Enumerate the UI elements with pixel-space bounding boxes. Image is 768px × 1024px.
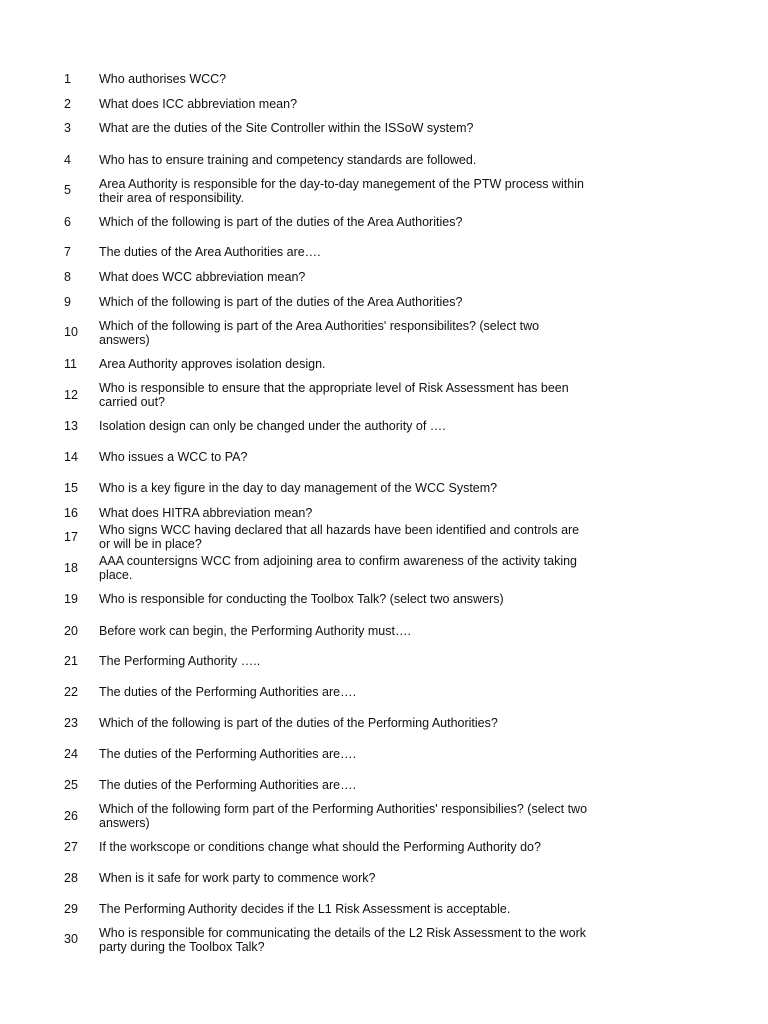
question-text: Isolation design can only be changed under the authority of ….: [99, 419, 446, 433]
question-number: 16: [64, 506, 78, 520]
question-number: 23: [64, 716, 78, 730]
question-number: 30: [64, 932, 78, 946]
question-text: The Performing Authority decides if the L1 Risk Assessment is acceptable.: [99, 902, 511, 916]
question-number: 12: [64, 388, 78, 402]
question-number: 28: [64, 871, 78, 885]
question-text: Area Authority approves isolation design.: [99, 357, 326, 371]
question-number: 19: [64, 592, 78, 606]
question-text: What does WCC abbreviation mean?: [99, 270, 306, 284]
question-number: 13: [64, 419, 78, 433]
question-number: 26: [64, 809, 78, 823]
question-number: 22: [64, 685, 78, 699]
question-text: The duties of the Performing Authorities are….: [99, 685, 357, 699]
question-text: Which of the following is part of the Area Authorities' responsibilites? (select two answers): [99, 319, 540, 347]
question-text: Who is responsible to ensure that the appropriate level of Risk Assessment has been carried out?: [99, 381, 569, 409]
question-text: Which of the following form part of the Performing Authorities' responsibilies? (select two answers): [99, 802, 588, 830]
question-number: 18: [64, 561, 78, 575]
question-text: The duties of the Performing Authorities are….: [99, 778, 357, 792]
question-number: 7: [64, 245, 71, 259]
question-number: 24: [64, 747, 78, 761]
question-number: 25: [64, 778, 78, 792]
question-text: Who issues a WCC to PA?: [99, 450, 248, 464]
question-text: What does HITRA abbreviation mean?: [99, 506, 313, 520]
question-text: AAA countersigns WCC from adjoining area to confirm awareness of the activity taking place.: [99, 554, 577, 582]
question-number: 14: [64, 450, 78, 464]
question-number: 15: [64, 481, 78, 495]
question-number: 3: [64, 121, 71, 135]
question-text: Which of the following is part of the duties of the Performing Authorities?: [99, 716, 498, 730]
question-number: 5: [64, 183, 71, 197]
question-number: 10: [64, 325, 78, 339]
question-text: Before work can begin, the Performing Authority must….: [99, 624, 411, 638]
question-number: 27: [64, 840, 78, 854]
question-number: 9: [64, 295, 71, 309]
question-text: Who is responsible for conducting the Toolbox Talk? (select two answers): [99, 592, 504, 606]
question-text: Who is a key figure in the day to day management of the WCC System?: [99, 481, 498, 495]
question-text: The Performing Authority …..: [99, 654, 261, 668]
question-text: The duties of the Performing Authorities are….: [99, 747, 357, 761]
question-text: Who authorises WCC?: [99, 72, 227, 86]
question-text: Who is responsible for communicating the details of the L2 Risk Assessment to the work party during the Toolbox Talk?: [99, 926, 587, 954]
question-number: 2: [64, 97, 71, 111]
question-text: Who has to ensure training and competency standards are followed.: [99, 153, 477, 167]
question-text: When is it safe for work party to commence work?: [99, 871, 376, 885]
question-text: What are the duties of the Site Controller within the ISSoW system?: [99, 121, 474, 135]
question-number: 4: [64, 153, 71, 167]
question-text: The duties of the Area Authorities are….: [99, 245, 321, 259]
question-text: Which of the following is part of the duties of the Area Authorities?: [99, 295, 463, 309]
question-text: Which of the following is part of the duties of the Area Authorities?: [99, 215, 463, 229]
question-text: What does ICC abbreviation mean?: [99, 97, 298, 111]
question-text: Who signs WCC having declared that all hazards have been identified and controls are or will be in place?: [99, 523, 580, 551]
question-number: 11: [64, 357, 77, 371]
question-number: 17: [64, 530, 78, 544]
question-number: 1: [64, 72, 71, 86]
question-number: 29: [64, 902, 78, 916]
question-number: 21: [64, 654, 78, 668]
question-text: Area Authority is responsible for the day-to-day manegement of the PTW process within their area of responsibility.: [99, 177, 584, 205]
question-number: 20: [64, 624, 78, 638]
question-number: 6: [64, 215, 71, 229]
question-text: If the workscope or conditions change what should the Performing Authority do?: [99, 840, 541, 854]
question-number: 8: [64, 270, 71, 284]
